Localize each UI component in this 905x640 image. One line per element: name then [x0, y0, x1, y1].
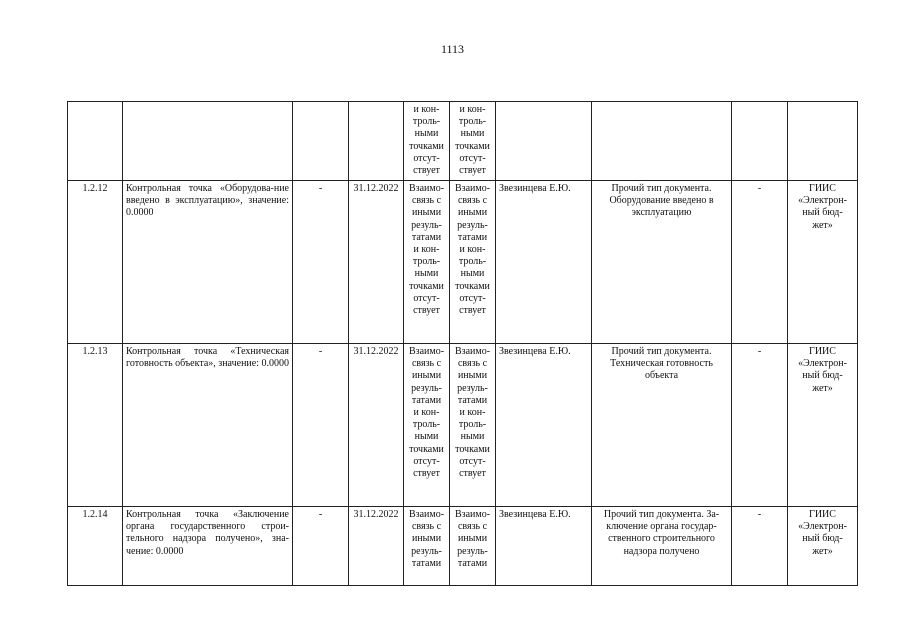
cell-system: ГИИС «Электрон- ный бюд- жет»: [788, 344, 858, 507]
cell-relation-points: Взаимо- связь с иными резуль- татами: [450, 507, 496, 586]
cell-person: Звезинцева Е.Ю.: [496, 344, 592, 507]
cell-num: 1.2.14: [68, 507, 123, 586]
cell-relation-points: и кон- троль- ными точками отсут- ствует: [450, 102, 496, 181]
cell-date: 31.12.2022: [349, 507, 404, 586]
control-points-table: [67, 101, 858, 586]
cell-person: [496, 102, 592, 181]
cell-col9: [732, 102, 788, 181]
cell-col9: -: [732, 507, 788, 586]
cell-num: [68, 102, 123, 181]
cell-col9: -: [732, 344, 788, 507]
cell-doc: [592, 102, 732, 181]
cell-num: 1.2.13: [68, 344, 123, 507]
cell-system: [788, 102, 858, 181]
cell-system: ГИИС «Электрон- ный бюд- жет»: [788, 507, 858, 586]
cell-relation-results: Взаимо- связь с иными резуль- татами и кон- троль- ными точками отсут- ствует: [404, 344, 450, 507]
cell-col3: -: [293, 344, 349, 507]
cell-person: Звезинцева Е.Ю.: [496, 507, 592, 586]
cell-date: 31.12.2022: [349, 181, 404, 344]
cell-relation-results: Взаимо- связь с иными резуль- татами и кон- троль- ными точками отсут- ствует: [404, 181, 450, 344]
cell-name: [123, 102, 293, 181]
cell-name: Контрольная точка «Техническая готовность объекта», значение: 0.0000: [123, 344, 293, 507]
cell-col3: [293, 102, 349, 181]
table-row-continuation: [68, 102, 858, 181]
table-row: [68, 507, 858, 586]
cell-relation-results: Взаимо- связь с иными резуль- татами: [404, 507, 450, 586]
cell-doc: Прочий тип документа. Техническая готовность объекта: [592, 344, 732, 507]
cell-relation-results: и кон- троль- ными точками отсут- ствует: [404, 102, 450, 181]
cell-system: ГИИС «Электрон- ный бюд- жет»: [788, 181, 858, 344]
cell-relation-points: Взаимо- связь с иными резуль- татами и кон- троль- ными точками отсут- ствует: [450, 181, 496, 344]
cell-doc: Прочий тип документа. За-ключение органа государ-ственного строительного надзора получено: [592, 507, 732, 586]
cell-name: Контрольная точка «Заключение органа государственного строи-тельного надзора получено», зна-чение: 0.0000: [123, 507, 293, 586]
cell-doc: Прочий тип документа. Оборудование введено в эксплуатацию: [592, 181, 732, 344]
cell-col3: -: [293, 507, 349, 586]
cell-num: 1.2.12: [68, 181, 123, 344]
cell-date: [349, 102, 404, 181]
cell-name: Контрольная точка «Оборудова-ние введено в эксплуатацию», значение: 0.0000: [123, 181, 293, 344]
cell-col9: -: [732, 181, 788, 344]
cell-person: Звезинцева Е.Ю.: [496, 181, 592, 344]
cell-date: 31.12.2022: [349, 344, 404, 507]
page-number: 1113: [440, 42, 465, 56]
cell-col3: -: [293, 181, 349, 344]
table-row: [68, 181, 858, 344]
table-row: [68, 344, 858, 507]
cell-relation-points: Взаимо- связь с иными резуль- татами и кон- троль- ными точками отсут- ствует: [450, 344, 496, 507]
